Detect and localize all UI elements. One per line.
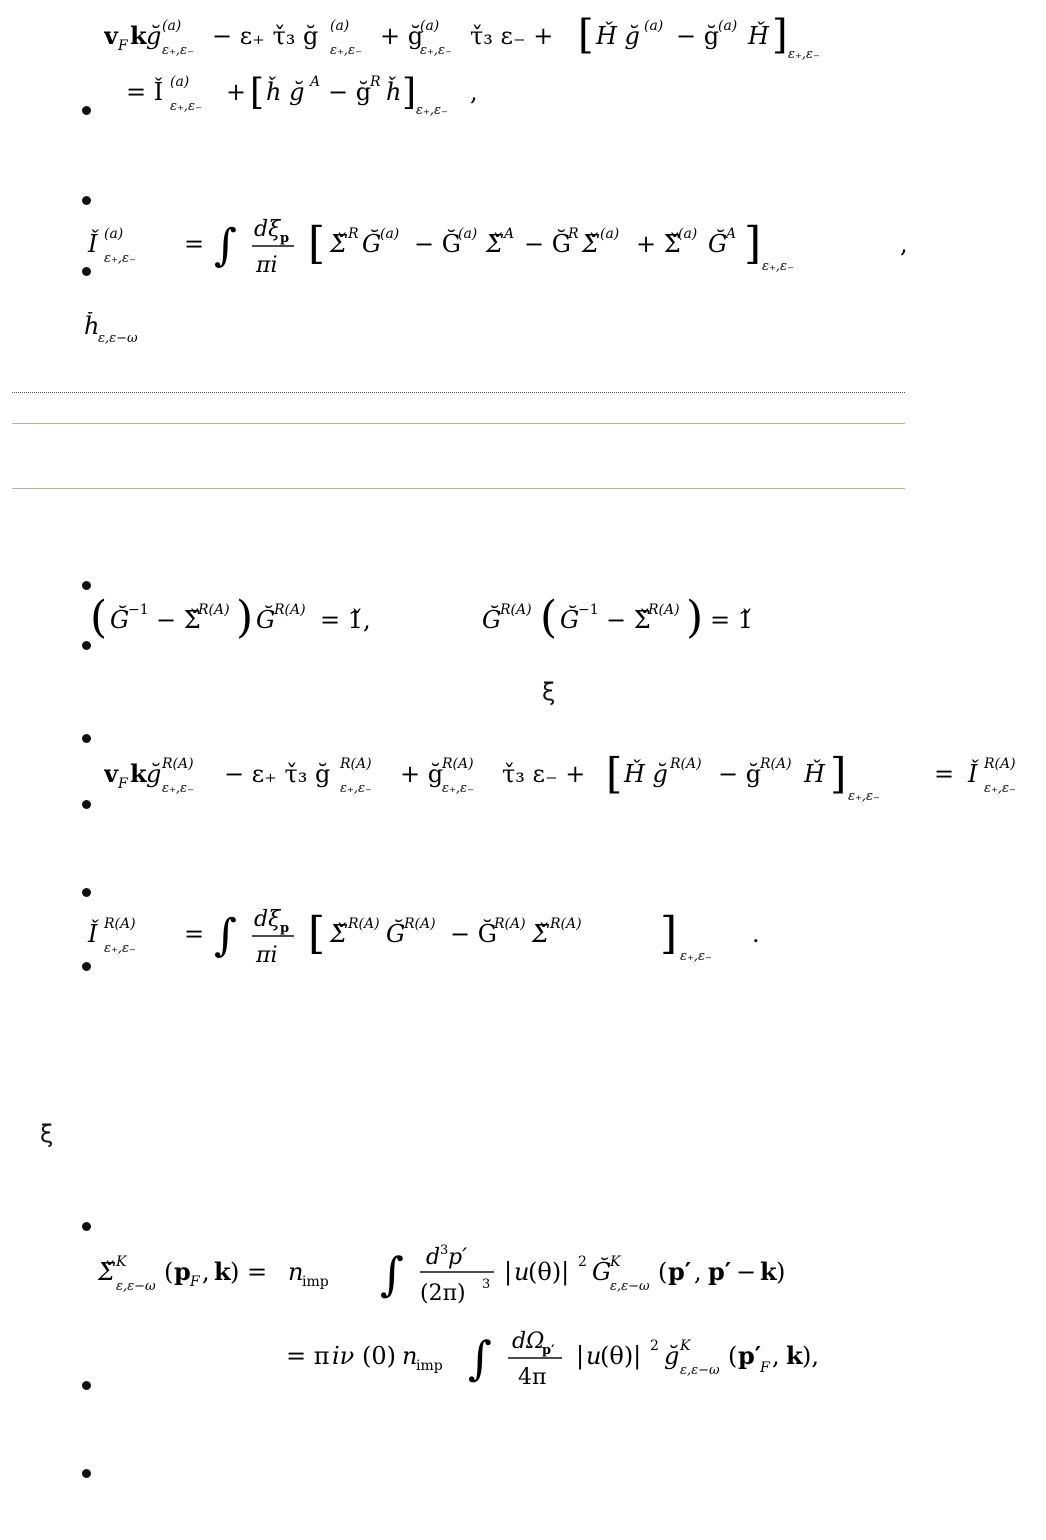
svg-text:=: = <box>184 230 205 258</box>
svg-text:K: K <box>610 1254 621 1270</box>
svg-text:),: ), <box>802 1342 819 1370</box>
svg-text:Σ̌: Σ̌ <box>582 230 599 258</box>
svg-text:− Σ̌: − Σ̌ <box>156 606 201 634</box>
svg-text:∫: ∫ <box>380 1247 404 1301</box>
svg-text:∫: ∫ <box>214 220 237 271</box>
svg-text:A: A <box>504 226 515 242</box>
list-bullet <box>82 1469 91 1478</box>
svg-text:,: , <box>772 1342 780 1370</box>
svg-text:p′: p′ <box>738 1341 762 1370</box>
svg-text:Ȟ ğ: Ȟ ğ <box>624 760 668 788</box>
svg-text:Σ̌: Σ̌ <box>98 1258 115 1286</box>
svg-text:ε,ε−ω: ε,ε−ω <box>680 1363 720 1378</box>
equation-kinetic-a-line2-glyphs <box>126 70 546 120</box>
svg-text:R(A): R(A) <box>670 756 702 772</box>
svg-text:,: , <box>900 230 908 258</box>
list-bullet <box>82 106 91 115</box>
svg-text:R: R <box>370 74 381 90</box>
svg-text:n: n <box>402 1342 418 1370</box>
svg-text:R(A): R(A) <box>340 756 372 772</box>
svg-text:4π: 4π <box>518 1365 547 1390</box>
symbol-xi: ξ <box>542 678 556 706</box>
svg-text:Σ̌: Σ̌ <box>330 230 347 258</box>
svg-text:∫: ∫ <box>214 910 237 961</box>
svg-text:− ε₊ τ̌₃ ğ: − ε₊ τ̌₃ ğ <box>224 760 331 788</box>
svg-text:− Σ̌: − Σ̌ <box>606 606 651 634</box>
svg-text:k: k <box>760 1257 777 1286</box>
svg-text:(a): (a) <box>458 226 478 242</box>
svg-text:− Ğ: − Ğ <box>414 230 461 258</box>
svg-text:.: . <box>752 920 760 948</box>
svg-text:R(A): R(A) <box>442 756 474 772</box>
svg-text:Ğ: Ğ <box>256 606 276 634</box>
svg-text:|: | <box>576 1342 585 1370</box>
svg-text:ε₊,ε₋: ε₊,ε₋ <box>170 99 202 114</box>
svg-text:ε₊,ε₋: ε₊,ε₋ <box>788 47 820 62</box>
list-bullet <box>82 800 91 809</box>
svg-text:[: [ <box>308 908 326 959</box>
equation-self-energy-keldysh-line1-glyphs <box>98 1236 838 1320</box>
svg-text:− ğ: − ğ <box>328 78 372 106</box>
svg-text:∫: ∫ <box>468 1331 492 1385</box>
equation-kinetic-ra <box>104 752 1046 816</box>
svg-text:(: ( <box>658 1258 668 1286</box>
svg-text:[: [ <box>578 12 594 58</box>
svg-text:(a): (a) <box>170 74 190 90</box>
svg-text:|: | <box>504 1258 513 1286</box>
svg-text:ε₊,ε₋: ε₊,ε₋ <box>762 259 794 274</box>
list-bullet <box>82 1381 91 1390</box>
svg-text:− ğ: − ğ <box>718 760 762 788</box>
svg-text:F: F <box>760 1360 770 1376</box>
svg-text:+ Σ̌: + Σ̌ <box>636 230 681 258</box>
svg-text:n: n <box>288 1258 304 1286</box>
svg-text:− Ğ: − Ğ <box>450 920 497 948</box>
svg-text:Ǐ: Ǐ <box>968 760 978 788</box>
svg-text:−: − <box>736 1258 757 1286</box>
svg-text:(0): (0) <box>362 1342 396 1370</box>
svg-text:(a): (a) <box>162 18 182 34</box>
svg-text:ğ: ğ <box>146 22 162 50</box>
svg-text:R: R <box>568 226 579 242</box>
svg-text:R(A): R(A) <box>984 756 1016 772</box>
svg-text:= π: = π <box>286 1342 330 1370</box>
svg-text:+ ğ: + ğ <box>380 22 424 50</box>
svg-text:imp: imp <box>302 1274 329 1290</box>
svg-text:A: A <box>726 226 737 242</box>
svg-text:(a): (a) <box>644 18 664 34</box>
svg-text:R(A): R(A) <box>404 916 436 932</box>
equation-kinetic-a-line1 <box>104 12 894 66</box>
svg-text:ε₊,ε₋: ε₊,ε₋ <box>420 43 452 58</box>
svg-text:dξ: dξ <box>254 217 281 242</box>
svg-text:F: F <box>190 1274 200 1290</box>
svg-text:v: v <box>104 21 118 50</box>
svg-text:p′: p′ <box>708 1257 732 1286</box>
equation-kinetic-a-line1-glyphs <box>104 12 894 62</box>
svg-text:]: ] <box>402 72 417 113</box>
svg-text:ε₊,ε₋: ε₊,ε₋ <box>104 251 136 266</box>
svg-text:(a): (a) <box>600 226 620 242</box>
svg-text:(a): (a) <box>420 18 440 34</box>
svg-text:R(A): R(A) <box>760 756 792 772</box>
svg-text:p′: p′ <box>542 1343 555 1358</box>
svg-text:Ğ: Ğ <box>592 1258 612 1286</box>
equation-collision-integral-ra-glyphs <box>84 900 784 980</box>
svg-text:Σ̌: Σ̌ <box>330 920 347 948</box>
svg-text:ğ: ğ <box>146 760 162 788</box>
svg-text:ε,ε−ω: ε,ε−ω <box>116 1279 156 1294</box>
svg-text:Ğ: Ğ <box>386 920 406 948</box>
svg-text:k: k <box>214 1257 231 1286</box>
svg-text:]: ] <box>744 218 762 269</box>
svg-text:R(A): R(A) <box>198 602 230 618</box>
equation-dyson-glyphs <box>90 592 850 656</box>
svg-text:u: u <box>514 1258 530 1286</box>
svg-text:2: 2 <box>578 1254 587 1270</box>
svg-text:(a): (a) <box>718 18 738 34</box>
svg-text:R(A): R(A) <box>162 756 194 772</box>
svg-text:Ȟ: Ȟ <box>804 760 825 788</box>
svg-text:Σ̌: Σ̌ <box>532 920 549 948</box>
equation-kinetic-ra-glyphs <box>104 752 1046 812</box>
svg-text:k: k <box>786 1341 803 1370</box>
svg-text:F: F <box>118 38 128 54</box>
svg-text:R(A): R(A) <box>274 602 306 618</box>
svg-text:u: u <box>586 1342 602 1370</box>
equation-dyson <box>90 592 850 660</box>
svg-text:ε₊,ε₋: ε₊,ε₋ <box>680 949 712 964</box>
svg-text:k: k <box>130 21 147 50</box>
equation-kinetic-a-line2 <box>126 70 546 124</box>
svg-text:p: p <box>280 921 290 936</box>
svg-text:R(A): R(A) <box>550 916 582 932</box>
svg-text:k: k <box>130 759 147 788</box>
svg-text:p: p <box>174 1257 191 1286</box>
svg-text:Ȟ: Ȟ <box>748 22 769 50</box>
svg-text:(a): (a) <box>678 226 698 242</box>
svg-text:Ğ: Ğ <box>110 606 130 634</box>
svg-text:(: ( <box>728 1342 738 1370</box>
svg-text:ε₊,ε₋: ε₊,ε₋ <box>984 781 1016 796</box>
svg-text:]: ] <box>830 752 847 798</box>
svg-text:Σ̌: Σ̌ <box>486 230 503 258</box>
svg-text:3: 3 <box>440 1243 449 1258</box>
svg-text:p′: p′ <box>668 1257 692 1286</box>
svg-text:Ǐ: Ǐ <box>88 920 98 948</box>
svg-text:Ğ: Ğ <box>482 606 502 634</box>
svg-text:,: , <box>470 78 478 106</box>
svg-text:dΩ: dΩ <box>512 1329 545 1354</box>
svg-text:ε₊,ε₋: ε₊,ε₋ <box>340 781 372 796</box>
svg-text:R(A): R(A) <box>104 916 136 932</box>
equation-collision-integral-ra <box>84 900 784 984</box>
svg-text:τ̌₃ ε₋ +: τ̌₃ ε₋ + <box>470 22 554 50</box>
svg-text:[: [ <box>250 72 265 113</box>
list-bullet <box>82 888 91 897</box>
svg-text:ε₊,ε₋: ε₊,ε₋ <box>416 103 448 118</box>
svg-text:p: p <box>280 231 290 246</box>
svg-text:) =: ) = <box>230 1258 268 1286</box>
svg-text:(: ( <box>90 592 108 643</box>
svg-text:ȟ: ȟ <box>386 78 402 106</box>
svg-text:p′: p′ <box>448 1245 468 1270</box>
svg-text:v: v <box>104 759 118 788</box>
svg-text:): ) <box>686 592 704 643</box>
svg-text:= 1̌: = 1̌ <box>710 606 754 634</box>
svg-text:iν: iν <box>332 1342 355 1370</box>
svg-text:(: ( <box>540 592 558 643</box>
svg-text:ε₊,ε₋: ε₊,ε₋ <box>330 43 362 58</box>
svg-text:− ğ: − ğ <box>676 22 720 50</box>
svg-text:πi: πi <box>256 253 278 278</box>
svg-text:R(A): R(A) <box>648 602 680 618</box>
svg-text:Ğ: Ğ <box>560 606 580 634</box>
svg-text:): ) <box>236 592 254 643</box>
symbol-h-check <box>84 312 184 352</box>
svg-text:− Ğ: − Ğ <box>524 230 571 258</box>
svg-text:R(A): R(A) <box>500 602 532 618</box>
svg-text:,: , <box>694 1258 702 1286</box>
svg-text:ε₊,ε₋: ε₊,ε₋ <box>848 789 880 804</box>
divider <box>12 423 905 424</box>
svg-text:(θ)|: (θ)| <box>600 1342 642 1370</box>
svg-text:ğ: ğ <box>664 1342 680 1370</box>
equation-collision-integral-a-glyphs <box>84 210 924 290</box>
divider <box>12 488 905 489</box>
list-bullet <box>82 581 91 590</box>
svg-text:ε₊,ε₋: ε₊,ε₋ <box>442 781 474 796</box>
svg-text:−1: −1 <box>578 602 599 618</box>
svg-text:Ȟ ğ: Ȟ ğ <box>596 22 640 50</box>
svg-text:R(A): R(A) <box>348 916 380 932</box>
svg-text:ȟ: ȟ <box>84 312 100 340</box>
svg-text:K: K <box>680 1338 691 1354</box>
svg-text:R(A): R(A) <box>494 916 526 932</box>
svg-text:2: 2 <box>650 1338 659 1354</box>
svg-text:ȟ ğ: ȟ ğ <box>266 78 305 106</box>
svg-text:ε₊,ε₋: ε₊,ε₋ <box>162 781 194 796</box>
svg-text:Ğ: Ğ <box>708 230 728 258</box>
equation-self-energy-keldysh-line2-glyphs <box>286 1320 866 1404</box>
svg-text:): ) <box>776 1258 786 1286</box>
symbol-xi: ξ <box>40 1120 54 1148</box>
svg-text:dξ: dξ <box>254 907 281 932</box>
svg-text:=: = <box>184 920 205 948</box>
svg-text:ε₊,ε₋: ε₊,ε₋ <box>162 43 194 58</box>
svg-text:+: + <box>226 78 247 106</box>
symbol-h-check-glyphs <box>84 312 184 348</box>
svg-text:=: = <box>934 760 955 788</box>
list-bullet <box>82 196 91 205</box>
svg-text:3: 3 <box>482 1277 491 1292</box>
svg-text:(θ)|: (θ)| <box>528 1258 570 1286</box>
equation-self-energy-keldysh-line2 <box>286 1320 866 1408</box>
svg-text:(a): (a) <box>380 226 400 242</box>
svg-text:]: ] <box>660 908 678 959</box>
svg-text:[: [ <box>308 218 326 269</box>
equation-collision-integral-a <box>84 210 924 294</box>
svg-text:,: , <box>202 1258 210 1286</box>
svg-text:Ğ: Ğ <box>362 230 382 258</box>
svg-text:(2π): (2π) <box>420 1281 466 1306</box>
svg-text:(a): (a) <box>104 226 124 242</box>
svg-text:F: F <box>118 776 128 792</box>
svg-text:(a): (a) <box>330 18 350 34</box>
svg-text:+ ğ: + ğ <box>400 760 444 788</box>
svg-text:τ̌₃ ε₋ +: τ̌₃ ε₋ + <box>502 760 586 788</box>
svg-text:− ε₊ τ̌₃ ğ: − ε₊ τ̌₃ ğ <box>212 22 319 50</box>
svg-text:ε₊,ε₋: ε₊,ε₋ <box>104 941 136 956</box>
svg-text:K: K <box>116 1254 127 1270</box>
svg-text:(: ( <box>164 1258 174 1286</box>
svg-text:R: R <box>348 226 359 242</box>
svg-text:= Ǐ: = Ǐ <box>126 78 164 106</box>
svg-text:−1: −1 <box>128 602 149 618</box>
equation-self-energy-keldysh-line1 <box>98 1236 838 1324</box>
svg-text:πi: πi <box>256 943 278 968</box>
svg-text:= 1̌,: = 1̌, <box>320 606 371 634</box>
svg-text:Ǐ: Ǐ <box>88 230 98 258</box>
list-bullet <box>82 1222 91 1231</box>
svg-text:]: ] <box>772 12 788 58</box>
svg-text:imp: imp <box>416 1358 443 1374</box>
list-bullet <box>82 734 91 743</box>
svg-text:ε,ε−ω: ε,ε−ω <box>610 1279 650 1294</box>
divider-dotted <box>12 392 905 393</box>
svg-text:A: A <box>310 74 321 90</box>
svg-text:[: [ <box>606 752 623 798</box>
svg-text:ε,ε−ω: ε,ε−ω <box>98 331 138 346</box>
svg-text:d: d <box>426 1245 441 1270</box>
